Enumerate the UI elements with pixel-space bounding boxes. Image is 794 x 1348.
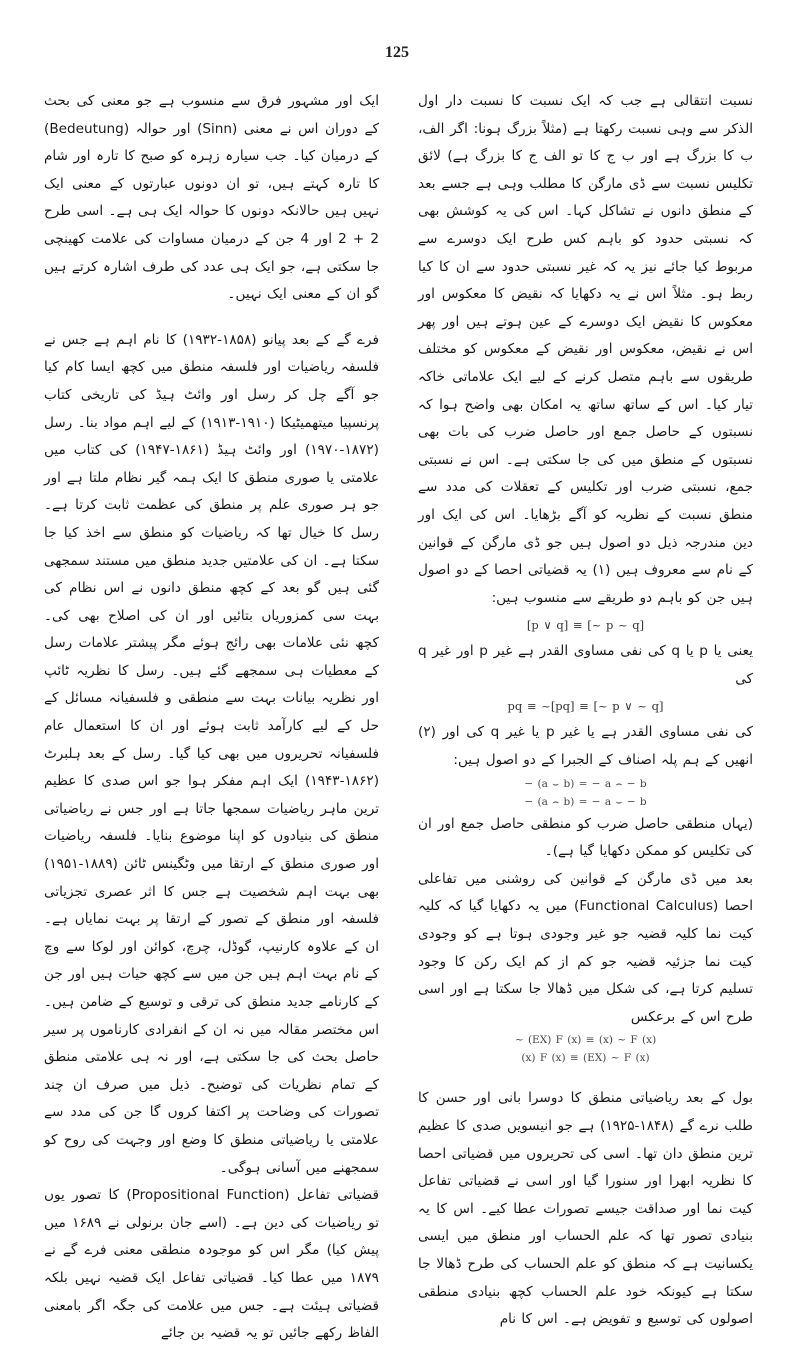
formula-de-morgan-1: [p ∨ q] ≡ [~ p ~ q] <box>526 618 645 633</box>
formula-quantifier-2: (x) F (x) ≡ (EX) ~ F (x) <box>521 1052 650 1065</box>
paragraph: بعد میں ڈی مارگن کے قوانین کی روشنی میں تفاعلی احصا (Functional Calculus) میں یہ دکھایا گیا کہ کلیہ کیت نما کلیہ قضیہ جو غیر وجودی ہوتا ہے کو وجودی کیت نما جزئیہ قضیہ جو کم از کم ایک رکن کا وجود تسلیم کرتا ہے، کی شکل میں ڈھالا جا سکتا ہے اور اسی طرح اس کے برعکس <box>418 870 753 1025</box>
paragraph: فرے گے کے بعد پیانو (۱۸۵۸-۱۹۳۲) کا نام اہم ہے جس نے فلسفہ ریاضیات اور فلسفہ منطق میں کچھ ایسا کام کیا جو آگے چل کر رسل اور وائٹ ہیڈ کی تاریخی کتاب پرنسپیا میتھمیٹیکا (۱۹۱۰-۱۹۱۳) کے لیے اہم مواد بنا۔ رسل (۱۸۷۲-۱۹۷۰) اور وائٹ ہیڈ (۱۸۶۱-۱۹۴۷) کی کتاب میں علامتی یا صوری منطق کا ایک ہمہ گیر نظام ملتا ہے اور جو ہر صوری علم پر منطق کی عظمت ثابت کرتا ہے۔ رسل کا خیال تھا کہ ریاضیات کو منطق سے اخذ کیا جا سکتا ہے۔ ان کی علامتیں جدید منطق میں مستند سمجھی گئی ہیں گو بعد کے کچھ منطق دانوں نے اس نظام کی بہت سی کمزوریاں بتائیں اور ان کی اصلاح بھی کی۔ کچھ نئی علامات بھی رائج ہوئے مگر پیشتر علامات رسل کے معطیات ہی سمجھے گئے ہیں۔ رسل کا نظریہ ٹائپ اور نظریہ بیانات بہت سے منطقی و فلسفیانہ مسائل کے حل کے لیے کارآمد ثابت ہوئے اور ان کا استعمال عام فلسفیانہ تحریروں میں بھی کیا گیا۔ رسل کے بعد ہلبرٹ (۱۸۶۲-۱۹۴۳) ایک اہم مفکر ہوا جو اس صدی کا عظیم ترین ماہر ریاضیات سمجھا جاتا ہے اور جس نے ریاضیاتی منطق کی بنیادوں کو اپنا موضوع بنایا۔ فلسفہ ریاضیات اور صوری منطق کے ارتقا میں وٹگینس ٹائن (۱۸۸۹-۱۹۵۱) بھی بہت اہم شخصیت ہے جس کا اثر عصری تجزیاتی فلسفہ اور منطق کے تصور کے ارتقا پر بہت نمایاں ہے۔ ان کے علاوہ کارنیپ، گوڈل، چرچ، کوائن اور لوکا سے وچ کے نام بہت اہم ہیں جن میں سے کچھ حیات ہیں اور جن کے کارنامے جدید منطق کی ترقی و توسیع کے ضامن ہیں۔ اس مختصر مقالہ میں نہ ان کے انفرادی کارناموں پر سیر حاصل بحث کی جا سکتی ہے، اور نہ ہی علامتی منطق کے تمام نظریات کی توضیح۔ ذیل میں صرف ان چند تصورات کی وضاحت پر اکتفا کروں گا جن کی مدد سے علامتی یا ریاضیاتی منطق کا وضع اور وجہت کی روح کو سمجھنے میں آسانی ہوگی۔ <box>44 331 379 1176</box>
paragraph: نسبت انتقالی ہے جب کہ ایک نسبت کا نسبت دار اول الذکر سے وہی نسبت رکھتا ہے (مثلاً بزرگ ہونا: اگر الف، ب کا بزرگ ہے اور ب ج کا تو الف ج کا بزرگ ہے) لائق تکلیس نسبت سے ڈی مارگن کا مطلب وہی ہے جسے بعد کے منطق دانوں نے تشاکل کہا۔ اس کی یہ کوشش بھی کہ نسبتی حدود کو باہم کس طرح ایک دوسرے سے مربوط کیا جائے نیز یہ کہ غیر نسبتی حدود سے ان کا کیا ربط ہو۔ مثلاً اس نے یہ دکھایا کہ نقیض کا معکوس اور معکوس کا نقیض ایک دوسرے کے عین ہوتے ہیں اور پھر اس نے نقیض، معکوس اور نقیض کے معکوس کو مختلف طریقوں سے باہم متصل کرنے کے لیے ایک علاماتی خاکہ تیار کیا۔ اس کے ساتھ ساتھ یہ امکان بھی واضح ہوا کہ نسبتوں کے حاصل جمع اور حاصل ضرب کی بات بھی نسبتوں کے منطق میں کی جا سکتی ہے۔ اس نے نسبتی جمع، نسبتی ضرب اور تکلیس کے تعقلات کی مدد سے منطق نسبت کے نظریہ کو آگے بڑھایا۔ اس کی ایک اور دین مندرجہ ذیل دو اصول ہیں جو ڈی مارگن کے قوانین کے نام سے معروف ہیں (۱) یہ قضیاتی احصا کے دو اصول ہیں جن کو باہم دو طریقے سے منسوب ہیں: <box>418 93 753 606</box>
formula-class-algebra-1: − (a ⌣ b) = − a ⌢ − b <box>524 777 647 790</box>
right-column <box>418 88 753 1334</box>
paragraph: بول کے بعد ریاضیاتی منطق کا دوسرا بانی اور حسن کا طلب نرے گے (۱۸۴۸-۱۹۲۵) ہے جو انیسویں صدی کا عظیم ترین منطق دان تھا۔ اسی کی تحریروں میں قضیاتی احصا کا نظریہ ابھرا اور سنورا گیا اور اسی نے قضیاتی تفاعل کیت نما اور صداقت جیسے تصورات عطا کیے۔ اس کا یہ بنیادی تصور تھا کہ علم الحساب اور منطق میں ایسی یکسانیت ہے کہ منطق کو علم الحساب کی طرح ڈھالا جا سکتا ہے کیونکہ خود علم الحساب کچھ بنیادی منطقی اصولوں کی توسیع و تفویض ہے۔ اس کا نام <box>418 1090 753 1328</box>
paragraph: قضیاتی تفاعل (Propositional Function) کا تصور یوں تو ریاضیات کی دین ہے۔ (اسے جان برنولی نے ۱۶۸۹ میں پیش کیا) مگر اس کو موجودہ منطقی معنی فرے گے نے ۱۸۷۹ میں عطا کیا۔ قضیاتی تفاعل ایک قضیہ نہیں بلکہ قضیاتی ہیئت ہے۔ جس میں علامت کی جگہ اگر بامعنی الفاظ رکھے جائیں تو یہ قضیہ بن جائے <box>44 1187 379 1342</box>
paragraph: ایک اور مشہور فرق سے منسوب ہے جو معنی کی بحث کے دوران اس نے معنی (Sinn) اور حوالہ (Bedeutung) کے درمیان کیا۔ جب سیارہ زہرہ کو صبح کا تارہ اور شام کا تارہ کہتے ہیں، تو ان دونوں عبارتوں کے معنی ایک نہیں ہیں حالانکہ دونوں کا حوالہ ایک ہی ہے۔ اسی طرح 2 + 2 اور 4 جن کے درمیان مساوات کی علامت کھینچی جا سکتی ہے، جو ایک ہی عدد کی طرف اشارہ کرتے ہیں گو ان کے معنی ایک نہیں۔ <box>44 93 379 303</box>
paragraph: (یہاں منطقی حاصل ضرب کو منطقی حاصل جمع اور ان کی تکلیس کو ممکن دکھایا گیا ہے)۔ <box>418 815 753 860</box>
left-column <box>44 88 379 1348</box>
paragraph: کی نفی مساوی القدر ہے یا غیر p یا غیر q کی اور (۲) انھیں کے ہم پلہ اصناف کے الجبرا کے دو اصول ہیں: <box>418 724 753 769</box>
formula-class-algebra-2: − (a ⌢ b) = − a ⌣ − b <box>524 795 647 808</box>
formula-de-morgan-2: pq ≡ ~[pq] ≡ [~ p ∨ ~ q] <box>507 699 664 714</box>
paragraph: یعنی یا p یا q کی نفی مساوی القدر ہے غیر p اور غیر q کی <box>418 643 753 687</box>
page-number: 125 <box>385 44 409 61</box>
formula-quantifier-1: ~ (EX) F (x) ≡ (x) ~ F (x) <box>514 1034 657 1047</box>
